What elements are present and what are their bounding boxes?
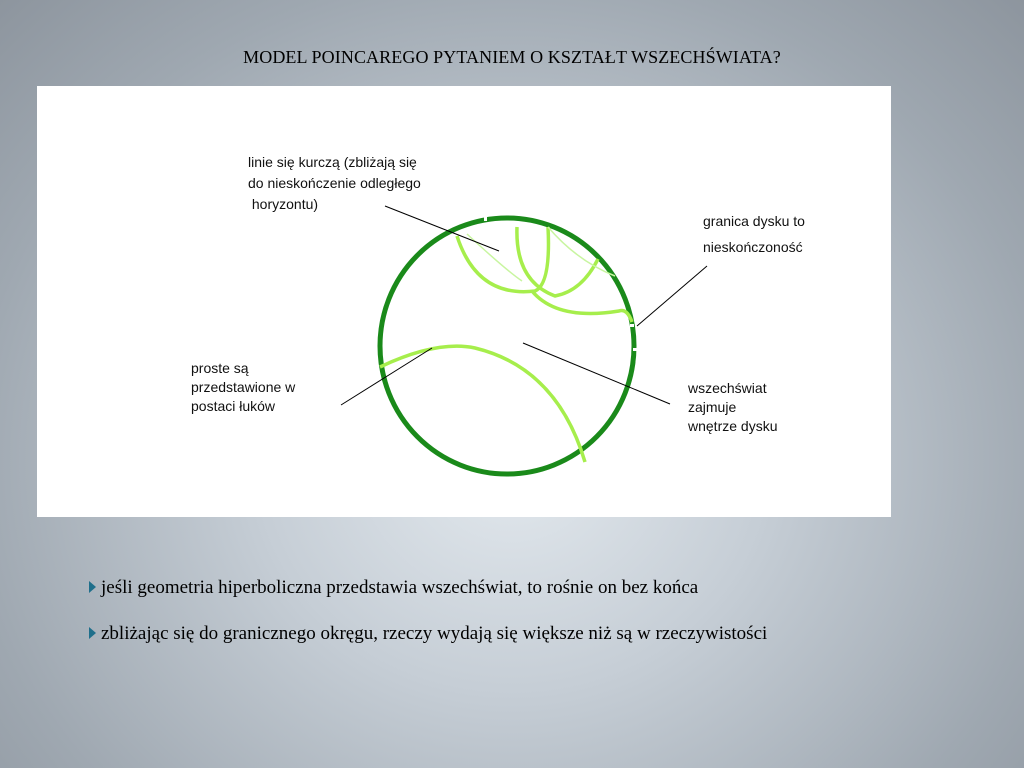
hyperbolic-arc xyxy=(532,291,632,322)
poincare-disk-diagram xyxy=(37,86,891,517)
label-line: zajmuje xyxy=(688,399,737,415)
pointer-line-boundary xyxy=(637,266,707,326)
label-line: linie się kurczą (zbliżają się xyxy=(248,154,417,170)
label-line: postaci łuków xyxy=(191,398,276,414)
disk-boundary-circle xyxy=(380,218,634,474)
label-universe-inside xyxy=(688,379,777,436)
bullet-item xyxy=(82,621,942,647)
bullet-text: jeśli geometria hiperboliczna przedstawia wszechświat, to rośnie on bez końca xyxy=(101,577,699,598)
boundary-mark xyxy=(484,217,487,221)
pointer-line-arcs xyxy=(341,348,432,405)
triangle-bullet-icon xyxy=(89,627,96,639)
bullet-list xyxy=(82,575,942,667)
label-lines-as-arcs xyxy=(191,359,295,416)
hyperbolic-arc-thin xyxy=(467,234,522,281)
label-disk-boundary xyxy=(703,208,805,260)
label-line: przedstawione w xyxy=(191,379,296,395)
hyperbolic-arc-large xyxy=(380,346,585,462)
label-line: granica dysku to xyxy=(703,213,805,229)
triangle-bullet-icon xyxy=(89,581,96,593)
pointer-line-universe xyxy=(523,343,670,404)
boundary-mark xyxy=(633,348,637,351)
hyperbolic-arc-thin xyxy=(548,227,615,276)
bullet-text: zbliżając się do granicznego okręgu, rzeczy wydają się większe niż są w rzeczywistości xyxy=(101,623,768,644)
diagram-panel xyxy=(37,86,891,517)
bullet-item xyxy=(82,575,942,601)
slide-title: MODEL POINCAREGO PYTANIEM O KSZTAŁT WSZECHŚWIATA? xyxy=(243,47,781,67)
label-line: horyzontu) xyxy=(248,196,319,212)
label-line: nieskończoność xyxy=(703,239,803,255)
label-line: do nieskończenie odległego xyxy=(248,175,421,191)
label-lines-shrink xyxy=(248,152,421,215)
label-line: wszechświat xyxy=(688,380,767,396)
label-line: wnętrze dysku xyxy=(688,418,778,434)
label-line: proste są xyxy=(191,360,249,376)
boundary-mark xyxy=(630,324,634,327)
